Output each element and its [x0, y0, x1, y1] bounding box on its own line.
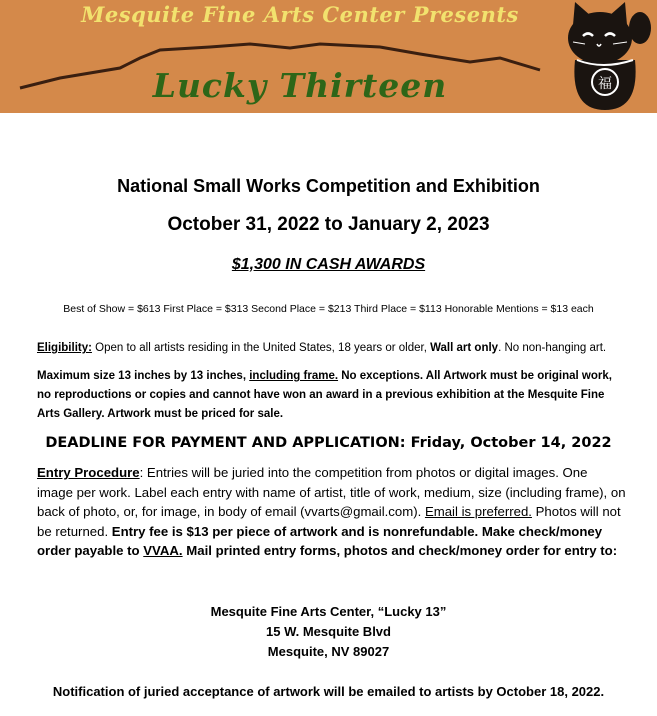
maneki-neko-cat-icon	[555, 0, 655, 113]
mailing-address	[0, 602, 657, 662]
address-line-1: Mesquite Fine Arts Center, “Lucky 13”	[210, 604, 447, 619]
prize-list: Best of Show = $613 First Place = $313 Second Place = $213 Third Place = $113 Honorable Mentions = $13 each	[63, 303, 594, 315]
competition-title: National Small Works Competition and Exhibition	[117, 176, 540, 196]
entry-text-2: Photos will not be returned.	[37, 504, 621, 539]
size-rules-text-2: No exceptions. All Artwork must be original work, no reproductions or copies and cannot have won an award in a previous exhibition at the Mesquite Fine Arts Gallery. Artwork must be priced for sale.	[37, 370, 612, 420]
size-rules-including-frame: including frame.	[249, 370, 339, 382]
entry-procedure-label: Entry Procedure	[37, 465, 140, 480]
eligibility-paragraph	[37, 339, 627, 358]
payee-name: VVAA.	[143, 543, 183, 558]
header-banner	[0, 0, 657, 113]
notification-text: Notification of juried acceptance of artwork will be emailed to artists by October 18, 2022.	[52, 684, 605, 699]
entry-text-1: : Entries will be juried into the competition from photos or digital images. One image per work. Label each entry with name of artist, title of work, medium, size (including frame), on back of photo, or, for image, in body of email (vvarts@gmail.com).	[37, 465, 626, 519]
eligibility-wall-art: Wall art only	[430, 342, 499, 354]
deadline-heading: DEADLINE FOR PAYMENT AND APPLICATION: Friday, October 14, 2022	[45, 435, 612, 451]
address-line-3: Mesquite, NV 89027	[267, 644, 390, 659]
entry-fee-text: Entry fee is $13 per piece of artwork and is nonrefundable. Make check/money order payable to	[37, 523, 603, 558]
eligibility-text-1: Open to all artists residing in the United States, 18 years or older,	[91, 342, 431, 354]
banner-title: Lucky Thirteen	[152, 66, 448, 105]
size-rules-paragraph	[37, 367, 627, 424]
mailing-instructions: Mail printed entry forms, photos and check/money order for entry to:	[182, 543, 618, 558]
cash-awards: $1,300 IN CASH AWARDS	[231, 256, 426, 273]
exhibition-dates: October 31, 2022 to January 2, 2023	[167, 214, 490, 235]
banner-presents: Mesquite Fine Arts Center Presents	[81, 2, 519, 27]
size-rules-text-1: Maximum size 13 inches by 13 inches,	[37, 370, 250, 382]
cat-coin-glyph: 福	[598, 76, 612, 92]
eligibility-text-2: . No non-hanging art.	[498, 342, 607, 354]
email-preferred: Email is preferred.	[424, 504, 532, 519]
eligibility-label: Eligibility:	[37, 342, 92, 354]
entry-procedure-paragraph	[37, 463, 627, 561]
address-line-2: 15 W. Mesquite Blvd	[266, 624, 391, 639]
